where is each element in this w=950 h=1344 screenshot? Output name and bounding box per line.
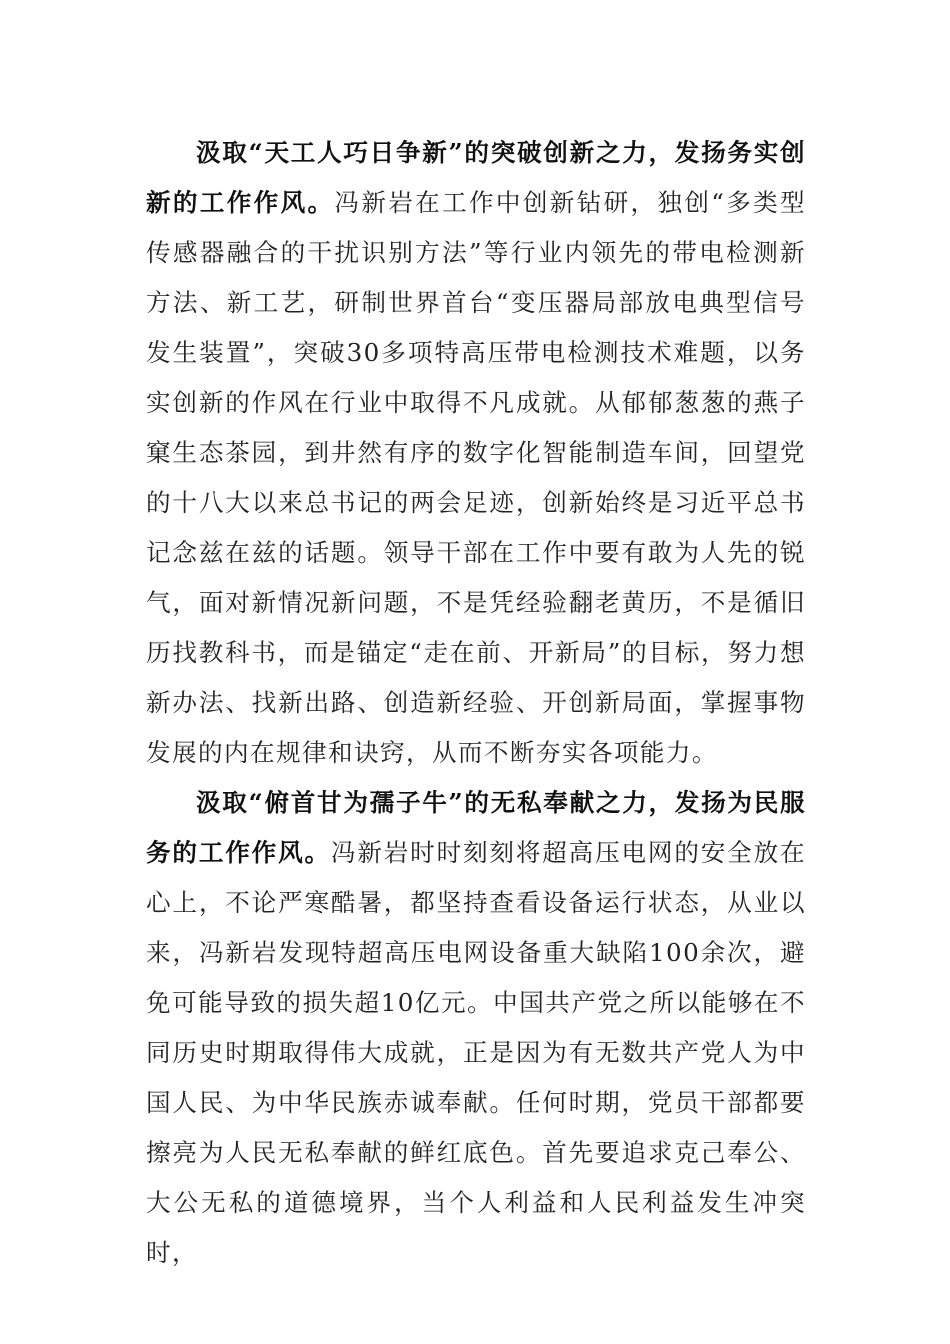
paragraph-dedication bbox=[146, 778, 806, 1278]
paragraph-lead-innovation: 汲取“天工人巧日争新”的突破创新之力，发扬务实创新的工作作风。 bbox=[146, 138, 806, 217]
paragraph-body-dedication: 冯新岩时时刻刻将超高压电网的安全放在心上，不论严寒酷暑，都坚持查看设备运行状态，从业以来，冯新岩发现特超高压电网设备重大缺陷100余次，避免可能导致的损失超10亿元。中国共产党之所以能够在不同历史时期取得伟大成就，正是因为有无数共产党人为中国人民、为中华民族赤诚奉献。任何时期，党员干部都要擦亮为人民无私奉献的鲜红底色。首先要追求克己奉公、大公无私的道德境界，当个人利益和人民利益发生冲突时， bbox=[146, 838, 806, 1267]
paragraph-innovation bbox=[146, 128, 806, 778]
paragraph-body-innovation: 冯新岩在工作中创新钻研，独创“多类型传感器融合的干扰识别方法”等行业内领先的带电检测新方法、新工艺，研制世界首台“变压器局部放电典型信号发生装置”，突破30多项特高压带电检测技术难题，以务实创新的作风在行业中取得不凡成就。从郁郁葱葱的燕子窠生态茶园，到井然有序的数字化智能制造车间，回望党的十八大以来总书记的两会足迹，创新始终是习近平总书记念兹在兹的话题。领导干部在工作中要有敢为人先的锐气，面对新情况新问题，不是凭经验翻老黄历，不是循旧历找教科书，而是锚定“走在前、开新局”的目标，努力想新办法、找新出路、创造新经验、开创新局面，掌握事物发展的内在规律和诀窍，从而不断夯实各项能力。 bbox=[146, 188, 806, 767]
paragraph-lead-dedication: 汲取“俯首甘为孺子牛”的无私奉献之力，发扬为民服务的工作作风。 bbox=[146, 788, 806, 867]
article-body bbox=[146, 128, 806, 1278]
